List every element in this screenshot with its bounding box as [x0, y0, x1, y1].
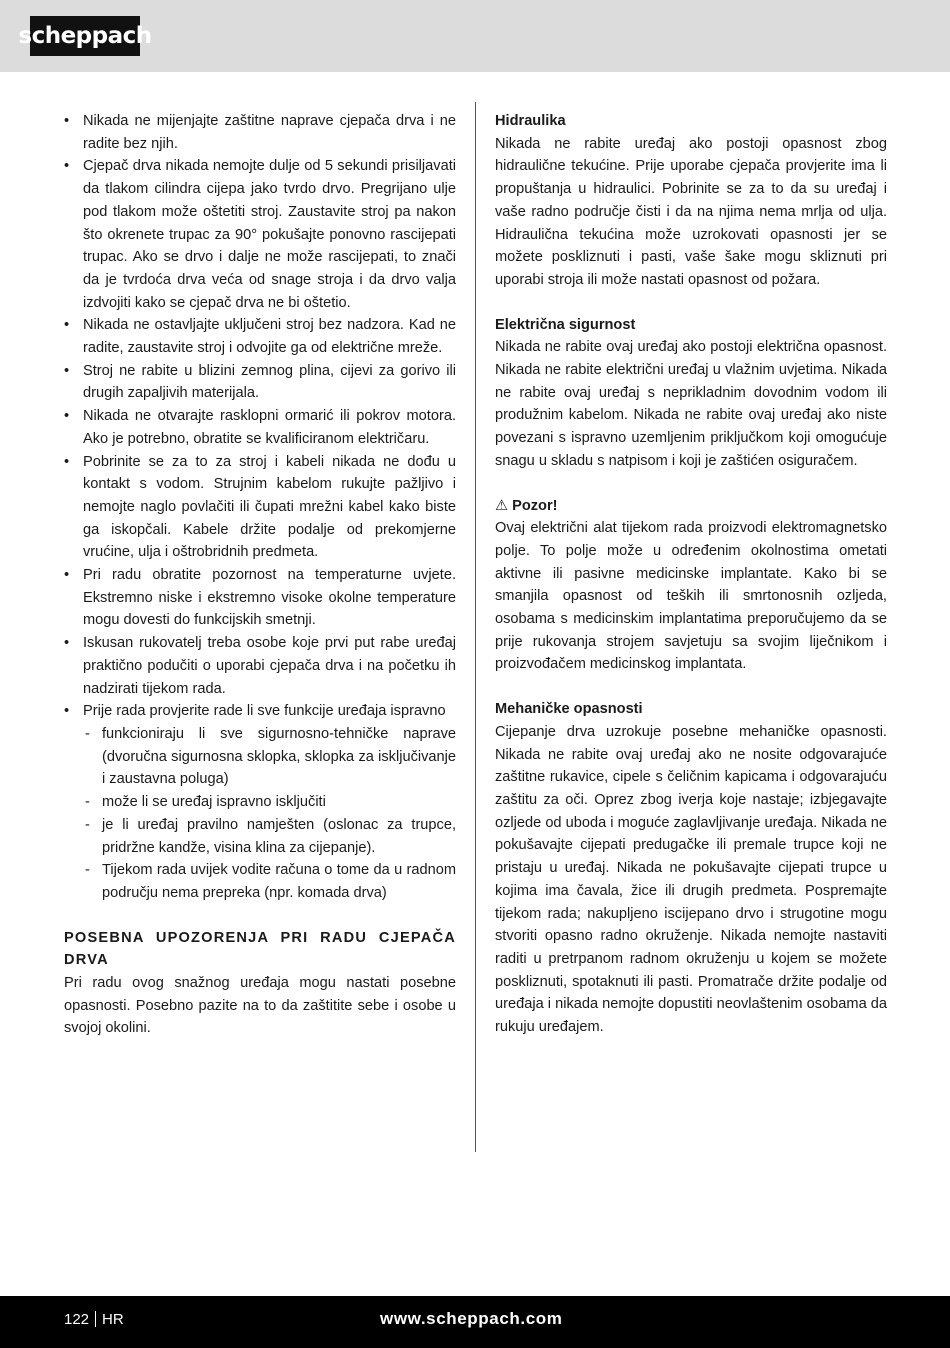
- brand-logo: scheppach: [30, 16, 140, 56]
- special-warnings-text: Pri radu ovog snažnog uređaja mogu nastati posebne opasnosti. Posebno pazite na to da zaštitite sebe i osobe u svojoj okolini.: [64, 975, 456, 1037]
- list-item: • Pri radu obratite pozornost na temperaturne uvjete. Ekstremno niske i ekstremno visoke okolne temperature mogu dovesti do funkcijskih smetnji.: [64, 564, 456, 632]
- section-hydraulics: [495, 110, 887, 292]
- list-item: • Nikada ne otvarajte rasklopni ormarić ili pokrov motora. Ako je potrebno, obratite se kvalificiranom električaru.: [64, 405, 456, 450]
- safety-bullet-list: [64, 110, 456, 905]
- section-title: Električna sigurnost: [495, 316, 636, 333]
- special-warnings-heading: POSEBNA UPOZORENJA PRI RADU CJEPAČA DRVA: [64, 929, 456, 969]
- list-item-check: [64, 700, 456, 904]
- website-link[interactable]: www.scheppach.com: [380, 1309, 563, 1328]
- column-divider: [475, 102, 476, 1152]
- list-item: • Stroj ne rabite u blizini zemnog plina, cijevi za gorivo ili drugih zapaljivih materijala.: [64, 360, 456, 405]
- list-item: • Iskusan rukovatelj treba osobe koje prvi put rabe uređaj praktično podučiti o uporabi cjepača drva i na početku ih nadzirati tijekom rada.: [64, 632, 456, 700]
- section-title: [495, 495, 887, 518]
- list-item: • Pobrinite se za to za stroj i kabeli nikada ne dođu u kontakt s vodom. Strujnim kabelom rukujte pažljivo i nemojte naglo povlačiti ili čupati mrežni kabel kako biste ga iskopčali. Kabele držite podalje od prekomjerne vrućine, ulja i oštrobridnih predmeta.: [64, 451, 456, 565]
- header-band: [0, 0, 950, 72]
- sublist-item: - je li uređaj pravilno namješten (oslonac za trupce, pridržne kandže, visina klina za cijepanje).: [83, 814, 456, 859]
- section-title: Mehaničke opasnosti: [495, 701, 643, 718]
- left-column: [64, 110, 456, 1040]
- section-text: Nikada ne rabite ovaj uređaj ako postoji električna opasnost. Nikada ne rabite električni uređaj u vlažnim uvjetima. Nikada ne rabite ovaj uređaj s neprikladnim dovodnim vodom ili produžnim kabelom. Nikada ne rabite ovaj uređaj ako niste povezani s ispravno uzemljenim priključkom koji omogućuje snagu u skladu s natpisom i koji je zaštićen osiguračem.: [495, 339, 887, 469]
- separator: [95, 1311, 96, 1327]
- sublist-item: - Tijekom rada uvijek vodite računa o tome da u radnom području nema prepreka (npr. komada drva): [83, 859, 456, 904]
- section-text: Cijepanje drva uzrokuje posebne mehaničke opasnosti. Nikada ne rabite ovaj uređaj ako ne nosite odgovarajuće zaštitne rukavice, cipele s čeličnim kapicama i odgovarajuću zaštitu za oči. Oprez zbog iverja koje nastaje; izbjegavajte ozljede od uboda i moguće zaglavljivanje uređaja. Nikada ne pokušavajte cijepati predugačke ili premale trupce koji ne pristaju u uređaj. Nikada ne pokušavajte cijepati trupce u kojima ima čavala, žice ili drugih predmeta. Pospremajte tijekom rada; nakupljeno iscijepano drvo i strugotine mogu stvoriti opasno radno okruženje. Nikada nemojte nastaviti raditi u pretrpanom radnom okruženju u kojem se možete poskliznuti, spotaknuti ili pasti. Promatrače držite podalje od uređaja i nikada nemojte dopustiti neovlaštenim osobama da rukuju uređajem.: [495, 723, 887, 1036]
- check-intro: Prije rada provjerite rade li sve funkcije uređaja ispravno: [83, 703, 446, 720]
- list-item: • Nikada ne mijenjajte zaštitne naprave cjepača drva i ne radite bez njih.: [64, 110, 456, 155]
- section-caution: [495, 495, 887, 677]
- section-electrical: [495, 314, 887, 473]
- list-item: • Nikada ne ostavljajte uključeni stroj bez nadzora. Kad ne radite, zaustavite stroj i odvojite ga od električne mreže.: [64, 314, 456, 359]
- caution-title: Pozor!: [512, 497, 558, 514]
- footer-bar: [0, 1296, 950, 1348]
- right-column: [495, 110, 887, 1061]
- check-sublist: [83, 723, 456, 905]
- page-number: [64, 1311, 124, 1328]
- section-mechanical: [495, 698, 887, 1039]
- sublist-item: - funkcioniraju li sve sigurnosno-tehničke naprave (dvoručna sigurnosna sklopka, sklopka za isključivanje i zaustavna poluga): [83, 723, 456, 791]
- section-title: Hidraulika: [495, 113, 566, 129]
- list-item: • Cjepač drva nikada nemojte dulje od 5 sekundi prisiljavati da tlakom cilindra cijepa jako tvrdo drvo. Pregrijano ulje pod tlakom može oštetiti stroj. Zaustavite stroj pa nakon što okrenete trupac za 90° pokušajte ponovno rascijepati trupac. Ako se drvo i dalje ne može rascijepati, to znači da je tvrdoća drva veća od snage stroja i da drvo valja izdvojiti kako se cjepač drva ne bi oštetio.: [64, 155, 456, 314]
- sublist-item: - može li se uređaj ispravno isključiti: [83, 791, 456, 814]
- section-text: Ovaj električni alat tijekom rada proizvodi elektromagnetsko polje. To polje može u određenim okolnostima ometati aktivne ili pasivne medicinske implantate. Kako bi se smanjila opasnost od teških ili smrtonosnih ozljeda, osobama s medicinskim implantatima preporučujemo da se prije rukovanja strojem savjetuju sa svojim liječnikom i proizvođačem medicinskog implantata.: [495, 520, 887, 673]
- language-code: HR: [102, 1311, 124, 1328]
- warning-triangle-icon: ⚠: [495, 497, 509, 514]
- page-number-value: 122: [64, 1311, 90, 1328]
- section-text: Nikada ne rabite uređaj ako postoji opasnost zbog hidraulične tekućine. Prije uporabe cjepača provjerite ima li propuštanja u hidraulici. Pobrinite se za to da su uređaj i vaše radno područje čisti i da na njima nema mrlja od ulja. Hidraulična tekućina može uzrokovati opasnosti jer se možete poskliznuti i pasti, vaše šake mogu skliznuti pri uporabi stroja ili može nastati opasnost od požara.: [495, 135, 887, 288]
